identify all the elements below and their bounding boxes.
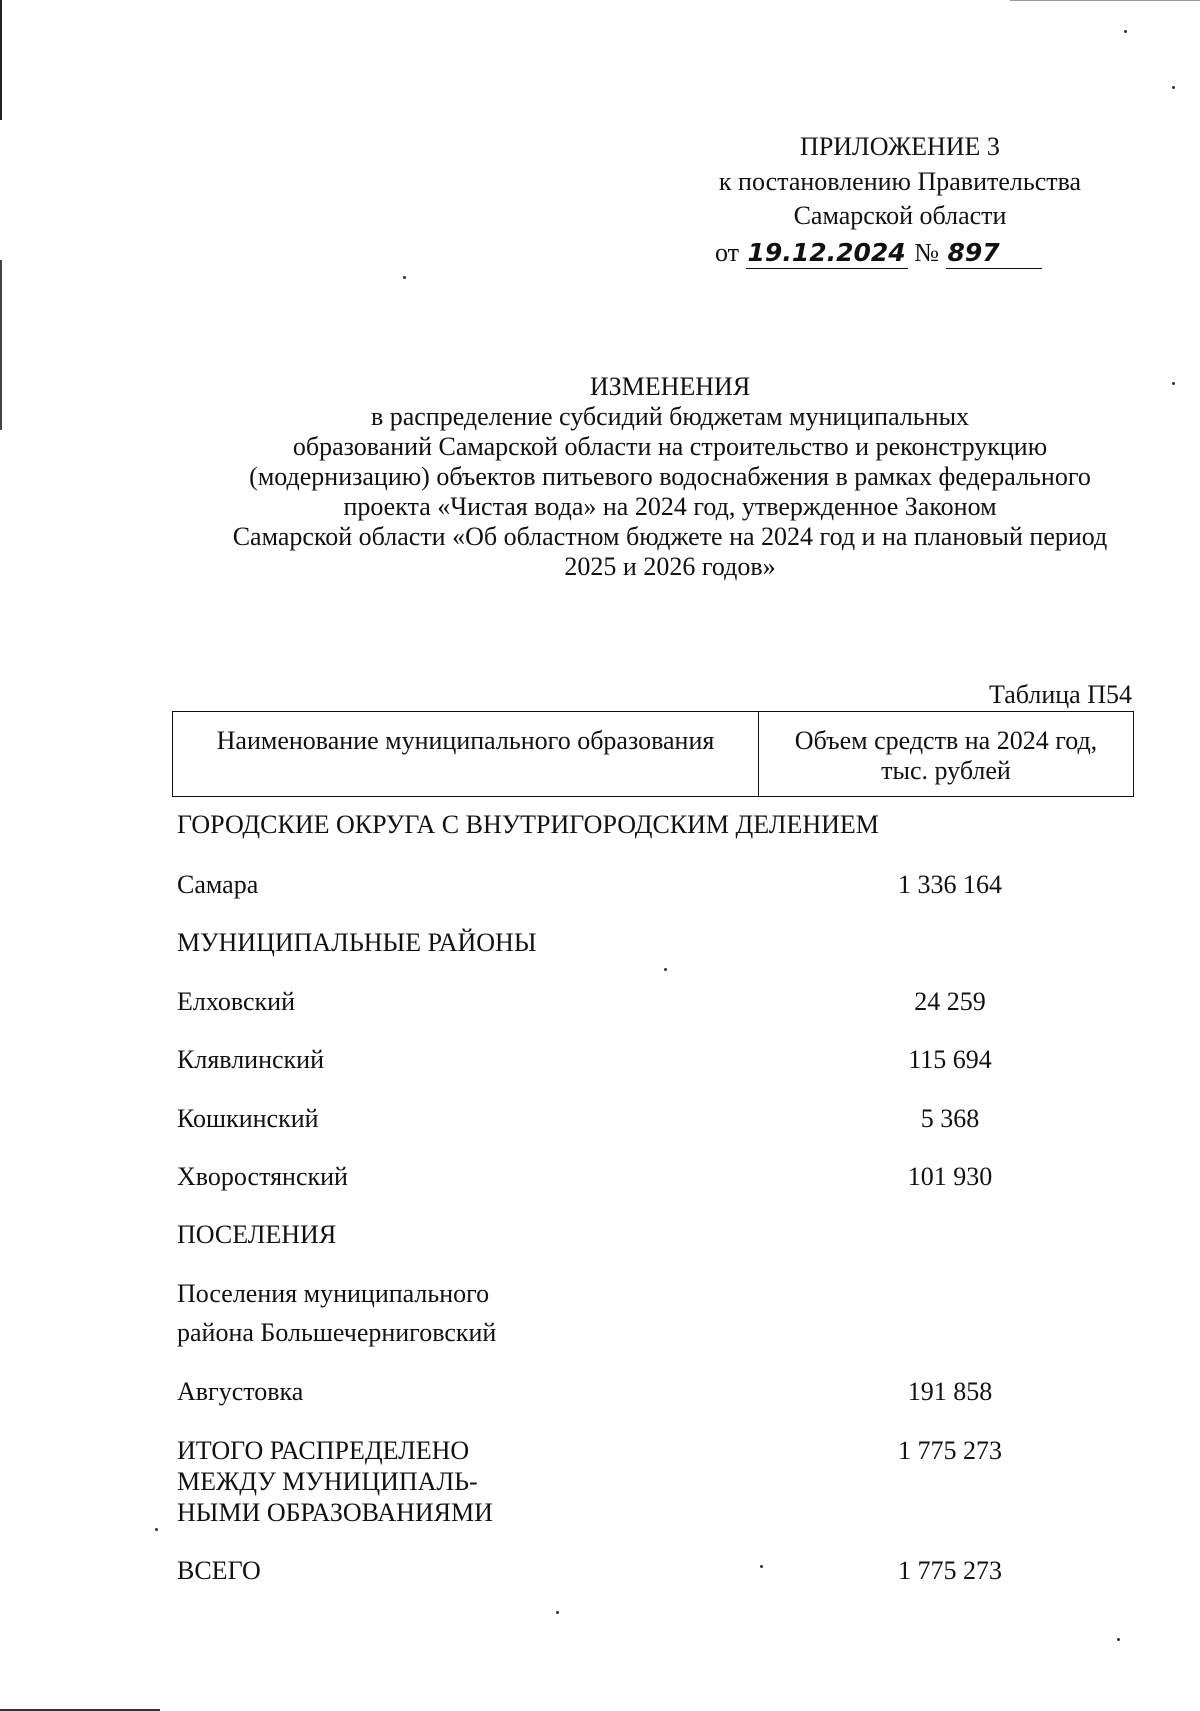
row-name: Августовка	[177, 1377, 304, 1406]
title-heading: ИЗМЕНЕНИЯ	[589, 372, 751, 401]
scan-speck	[556, 1611, 559, 1614]
appendix-line-2: к постановлению Правительства	[718, 167, 1082, 196]
table-header-amount-col	[759, 712, 1133, 796]
table-header-name-col: Наименование муниципального образования	[173, 712, 759, 796]
scan-speck	[1124, 30, 1127, 33]
scan-edge-mark	[1010, 0, 1200, 1]
row-value: 115 694	[908, 1045, 992, 1074]
row-value: 5 368	[920, 1104, 980, 1133]
row-name: Хворостянский	[177, 1162, 348, 1191]
header-amount-line: тыс. рублей	[881, 756, 1011, 785]
title-line: образований Самарской области на строительство и реконструкцию	[292, 432, 1048, 461]
scan-edge-mark	[0, 0, 2, 120]
scan-speck	[155, 1528, 158, 1531]
scan-speck	[664, 968, 667, 971]
number-prefix: №	[914, 238, 939, 267]
scan-speck	[760, 1565, 763, 1568]
section-heading: ПОСЕЛЕНИЯ	[177, 1220, 337, 1249]
title-line: в распределение субсидий бюджетам муниципальных	[370, 402, 970, 431]
appendix-date-line	[715, 236, 1042, 270]
row-value: 191 858	[907, 1377, 993, 1406]
title-line: проекта «Чистая вода» на 2024 год, утвержденное Законом	[343, 492, 997, 521]
title-line: (модернизацию) объектов питьевого водоснабжения в рамках федерального	[249, 462, 1091, 491]
section-heading: МУНИЦИПАЛЬНЫЕ РАЙОНЫ	[177, 928, 537, 957]
row-name: Самара	[177, 870, 259, 899]
title-line: Самарской области «Об областном бюджете на 2024 год и на плановый период	[232, 522, 1108, 551]
total-distributed-line: МЕЖДУ МУНИЦИПАЛЬ-	[177, 1467, 478, 1496]
row-value: 24 259	[914, 987, 986, 1016]
date-prefix: от	[715, 238, 740, 267]
total-distributed-line: НЫМИ ОБРАЗОВАНИЯМИ	[177, 1498, 493, 1527]
scan-speck	[403, 276, 406, 279]
row-name: Клявлинский	[177, 1045, 325, 1074]
row-value: 1 336 164	[898, 870, 1002, 899]
scan-edge-mark	[0, 260, 2, 430]
settlement-group-line: района Большечерниговский	[177, 1318, 497, 1347]
section-heading: ГОРОДСКИЕ ОКРУГА С ВНУТРИГОРОДСКИМ ДЕЛЕНИЕМ	[177, 810, 879, 839]
title-line: 2025 и 2026 годов»	[564, 552, 776, 581]
row-value: 101 930	[907, 1162, 993, 1191]
total-distributed-line: ИТОГО РАСПРЕДЕЛЕНО	[177, 1436, 470, 1465]
grand-total-value: 1 775 273	[898, 1556, 1002, 1585]
row-name: Кошкинский	[177, 1104, 319, 1133]
appendix-line-3: Самарской области	[793, 201, 1007, 230]
settlement-group-line: Поселения муниципального	[177, 1279, 490, 1308]
scan-speck	[1117, 1638, 1120, 1641]
total-distributed-value: 1 775 273	[898, 1436, 1002, 1465]
handwritten-date: 19.12.2024	[747, 238, 906, 267]
appendix-title: ПРИЛОЖЕНИЕ 3	[800, 132, 1000, 161]
grand-total-label: ВСЕГО	[177, 1556, 261, 1585]
header-amount-line: Объем средств на 2024 год,	[794, 726, 1098, 755]
table-label: Таблица П54	[989, 680, 1132, 709]
table-header	[172, 711, 1134, 797]
row-name: Елховский	[177, 987, 295, 1016]
scan-speck	[1172, 86, 1175, 89]
document-title	[120, 372, 1200, 582]
handwritten-number: 897	[946, 238, 1042, 269]
